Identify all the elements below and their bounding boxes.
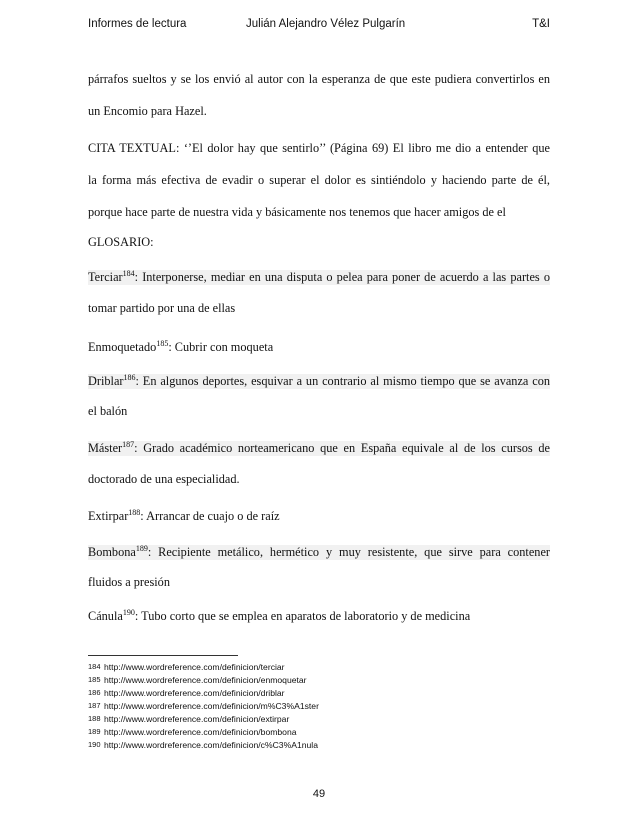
glossary-definition: : Recipiente metálico, hermético y muy resistente, que sirve para contener <box>147 545 550 559</box>
glossary-definition: : Cubrir con moqueta <box>168 340 274 354</box>
footnote <box>88 714 558 725</box>
footnote-ref: 189 <box>135 545 148 553</box>
quote-line: CITA TEXTUAL: ‘’El dolor hay que sentirlo’’ (Página 69) El libro me dio a entender que <box>88 141 550 155</box>
header-author: Julián Alejandro Vélez Pulgarín <box>246 18 406 30</box>
footnote-number: 186 <box>88 688 101 697</box>
page-number: 49 <box>312 788 326 800</box>
footnote-link[interactable]: http://www.wordreference.com/definicion/bombona <box>104 727 297 737</box>
glossary-entry <box>88 340 550 355</box>
footnote-link[interactable]: http://www.wordreference.com/definicion/driblar <box>104 688 285 698</box>
footnote-ref: 184 <box>122 270 135 278</box>
glossary-term: Bombona <box>88 545 136 559</box>
glossary-term: Cánula <box>88 609 123 623</box>
footnote <box>88 701 558 712</box>
footnote-ref: 186 <box>123 374 136 382</box>
glossary-term: Driblar <box>88 374 124 388</box>
glossary-definition-cont: tomar partido por una de ellas <box>88 301 236 315</box>
footnote-link[interactable]: http://www.wordreference.com/definicion/terciar <box>104 662 285 672</box>
glossary-entry <box>88 374 550 389</box>
footnote <box>88 740 558 751</box>
footnote-number: 185 <box>88 675 101 684</box>
paragraph-line: párrafos sueltos y se los envió al autor con la esperanza de que este pudiera convertirlos en <box>88 72 550 86</box>
footnote <box>88 675 558 686</box>
glossary-term: Enmoquetado <box>88 340 157 354</box>
glossary-entry <box>88 545 550 560</box>
glossary-entry <box>88 609 550 624</box>
footnote-ref: 185 <box>156 340 169 348</box>
glossary-definition: : Interponerse, mediar en una disputa o pelea para poner de acuerdo a las partes o <box>134 270 550 284</box>
paragraph-line: un Encomio para Hazel. <box>88 104 207 118</box>
header-left-title: Informes de lectura <box>88 18 187 30</box>
glossary-term: Terciar <box>88 270 123 284</box>
footnote-link[interactable]: http://www.wordreference.com/definicion/extirpar <box>104 714 290 724</box>
glossary-entry <box>88 270 550 285</box>
glossary-definition: : En algunos deportes, esquivar a un contrario al mismo tiempo que se avanza con <box>135 374 550 388</box>
header-right-tag: T&I <box>532 18 550 30</box>
glossary-term: Máster <box>88 441 123 455</box>
footnote-ref: 190 <box>122 609 135 617</box>
footnote-link[interactable]: http://www.wordreference.com/definicion/c%C3%A1nula <box>104 740 318 750</box>
page-header <box>88 18 550 38</box>
glossary-definition: : Arrancar de cuajo o de raíz <box>140 509 280 523</box>
glossary-definition: : Grado académico norteamericano que en España equivale al de los cursos de <box>134 441 550 455</box>
footnote-number: 188 <box>88 714 101 723</box>
footnote-separator <box>88 655 238 656</box>
footnote-number: 187 <box>88 701 101 710</box>
quote-line: porque hace parte de nuestra vida y básicamente nos tenemos que hacer amigos de el <box>88 205 506 219</box>
glossary-definition-cont: fluidos a presión <box>88 575 170 589</box>
footnote-ref: 187 <box>122 441 135 449</box>
footnote-ref: 188 <box>128 509 141 517</box>
footnote <box>88 662 558 673</box>
glossary-definition-cont: doctorado de una especialidad. <box>88 472 240 486</box>
glossary-entry <box>88 441 550 456</box>
footnote-link[interactable]: http://www.wordreference.com/definicion/enmoquetar <box>104 675 307 685</box>
glossary-entry <box>88 509 550 524</box>
footnote-link[interactable]: http://www.wordreference.com/definicion/m%C3%A1ster <box>104 701 319 711</box>
footnote-number: 184 <box>88 662 101 671</box>
glossary-heading: GLOSARIO: <box>88 235 154 249</box>
glossary-term: Extirpar <box>88 509 129 523</box>
footnote <box>88 688 558 699</box>
footnote-number: 190 <box>88 740 101 749</box>
glossary-definition-cont: el balón <box>88 404 128 418</box>
footnote-number: 189 <box>88 727 101 736</box>
glossary-definition: : Tubo corto que se emplea en aparatos de laboratorio y de medicina <box>134 609 471 623</box>
footnote <box>88 727 558 738</box>
quote-line: la forma más efectiva de evadir o superar el dolor es sintiéndolo y haciendo parte de él, <box>88 173 550 187</box>
